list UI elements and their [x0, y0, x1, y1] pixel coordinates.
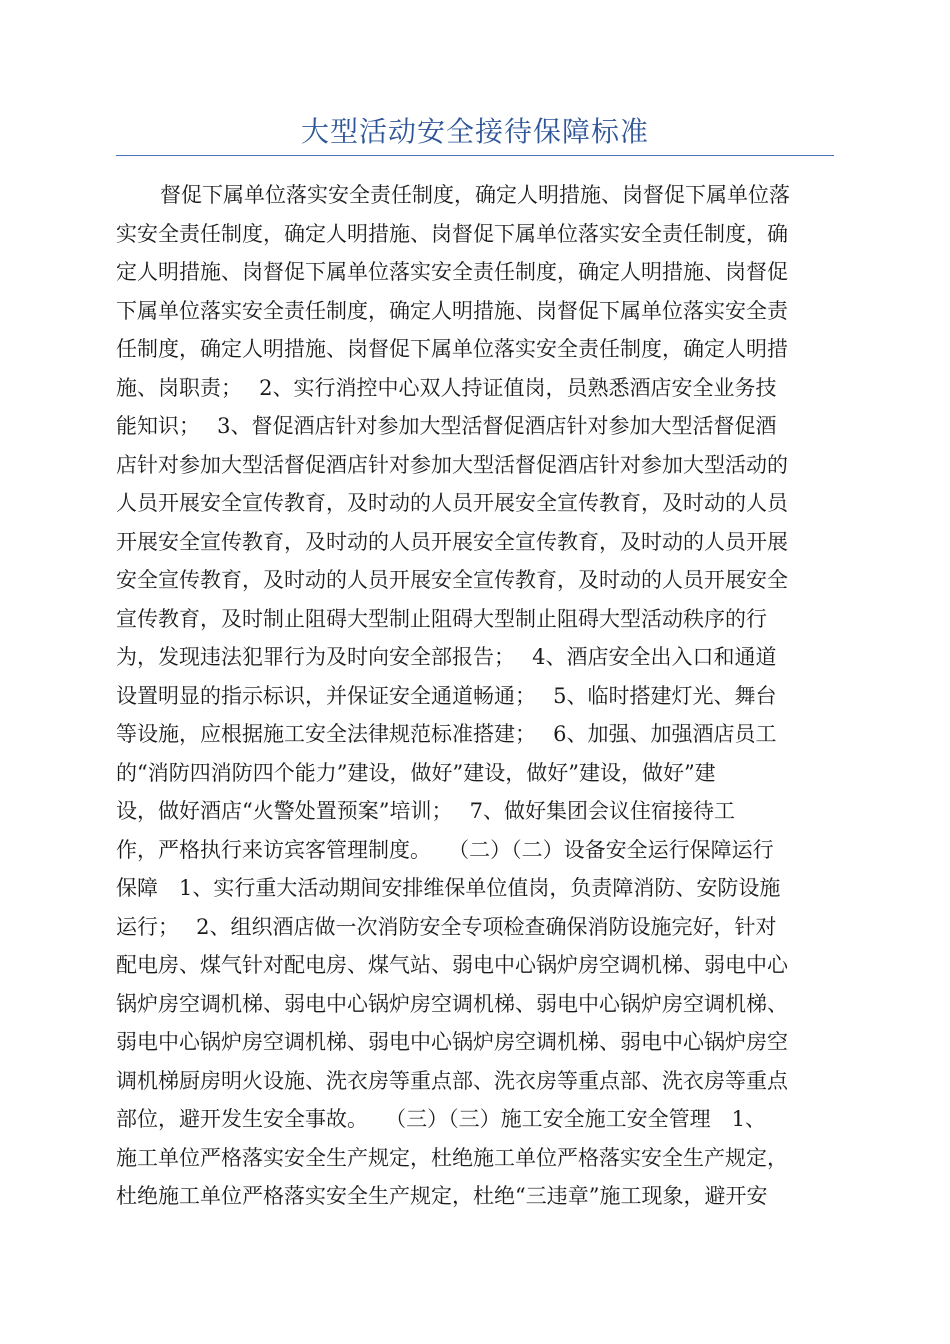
body-line: 作，严格执行来访宾客管理制度。 （二）（二）设备安全运行保障运行 [116, 837, 774, 862]
body-line: 调机梯厨房明火设施、洗衣房等重点部、洗衣房等重点部、洗衣房等重点 [116, 1068, 788, 1093]
body-line: 的“消防四消防四个能力”建设，做好”建设，做好”建设，做好”建 [116, 760, 716, 785]
body-line: 等设施，应根据施工安全法律规范标准搭建； 6、加强、加强酒店员工 [116, 722, 777, 746]
body-line: 人员开展安全宣传教育，及时动的人员开展安全宣传教育，及时动的人员 [116, 491, 788, 515]
body-line: 安全宣传教育，及时动的人员开展安全宣传教育，及时动的人员开展安全 [116, 568, 788, 592]
body-line: 店针对参加大型活督促酒店针对参加大型活督促酒店针对参加大型活动的 [116, 452, 788, 477]
body-line: 督促下属单位落实安全责任制度，确定人明措施、岗督促下属单位落 [160, 183, 790, 207]
body-line: 能知识； 3、督促酒店针对参加大型活督促酒店针对参加大型活督促酒 [116, 414, 777, 438]
document-title: 大型活动安全接待保障标准 [300, 115, 649, 148]
body-line: 为，发现违法犯罪行为及时向安全部报告； 4、酒店安全出入口和通道 [116, 645, 777, 669]
body-line: 保障 1、实行重大活动期间安排维保单位值岗，负责障消防、安防设施 [116, 876, 781, 900]
body-line: 宣传教育，及时制止阻碍大型制止阻碍大型制止阻碍大型活动秩序的行 [116, 606, 767, 631]
body-line: 定人明措施、岗督促下属单位落实安全责任制度，确定人明措施、岗督促 [116, 260, 788, 284]
body-line: 任制度，确定人明措施、岗督促下属单位落实安全责任制度，确定人明措 [116, 337, 788, 361]
title-underline [116, 155, 834, 156]
body-line: 设置明显的指示标识，并保证安全通道畅通； 5、临时搭建灯光、舞台 [116, 683, 777, 708]
body-line: 设，做好酒店“火警处置预案”培训； 7、做好集团会议住宿接待工 [116, 799, 736, 823]
body-line: 下属单位落实安全责任制度，确定人明措施、岗督促下属单位落实安全责 [116, 298, 788, 323]
body-line: 施、岗职责； 2、实行消控中心双人持证值岗，员熟悉酒店安全业务技 [116, 375, 777, 400]
body-line: 弱电中心锅炉房空调机梯、弱电中心锅炉房空调机梯、弱电中心锅炉房空 [116, 1030, 788, 1054]
body-line: 锅炉房空调机梯、弱电中心锅炉房空调机梯、弱电中心锅炉房空调机梯、 [116, 991, 788, 1016]
body-line: 实安全责任制度，确定人明措施、岗督促下属单位落实安全责任制度，确 [116, 221, 788, 246]
document-body [116, 176, 834, 1216]
body-line: 部位，避开发生安全事故。 （三）（三）施工安全施工安全管理 1、 [116, 1107, 767, 1131]
body-line: 杜绝施工单位严格落实安全生产规定，杜绝“三违章”施工现象，避开安 [116, 1184, 768, 1208]
body-line: 运行； 2、组织酒店做一次消防安全专项检查确保消防设施完好，针对 [116, 914, 777, 939]
body-line: 施工单位严格落实安全生产规定，杜绝施工单位严格落实安全生产规定， [116, 1145, 788, 1170]
body-line: 配电房、煤气针对配电房、煤气站、弱电中心锅炉房空调机梯、弱电中心 [116, 953, 788, 977]
body-line: 开展安全宣传教育，及时动的人员开展安全宣传教育，及时动的人员开展 [116, 529, 788, 554]
